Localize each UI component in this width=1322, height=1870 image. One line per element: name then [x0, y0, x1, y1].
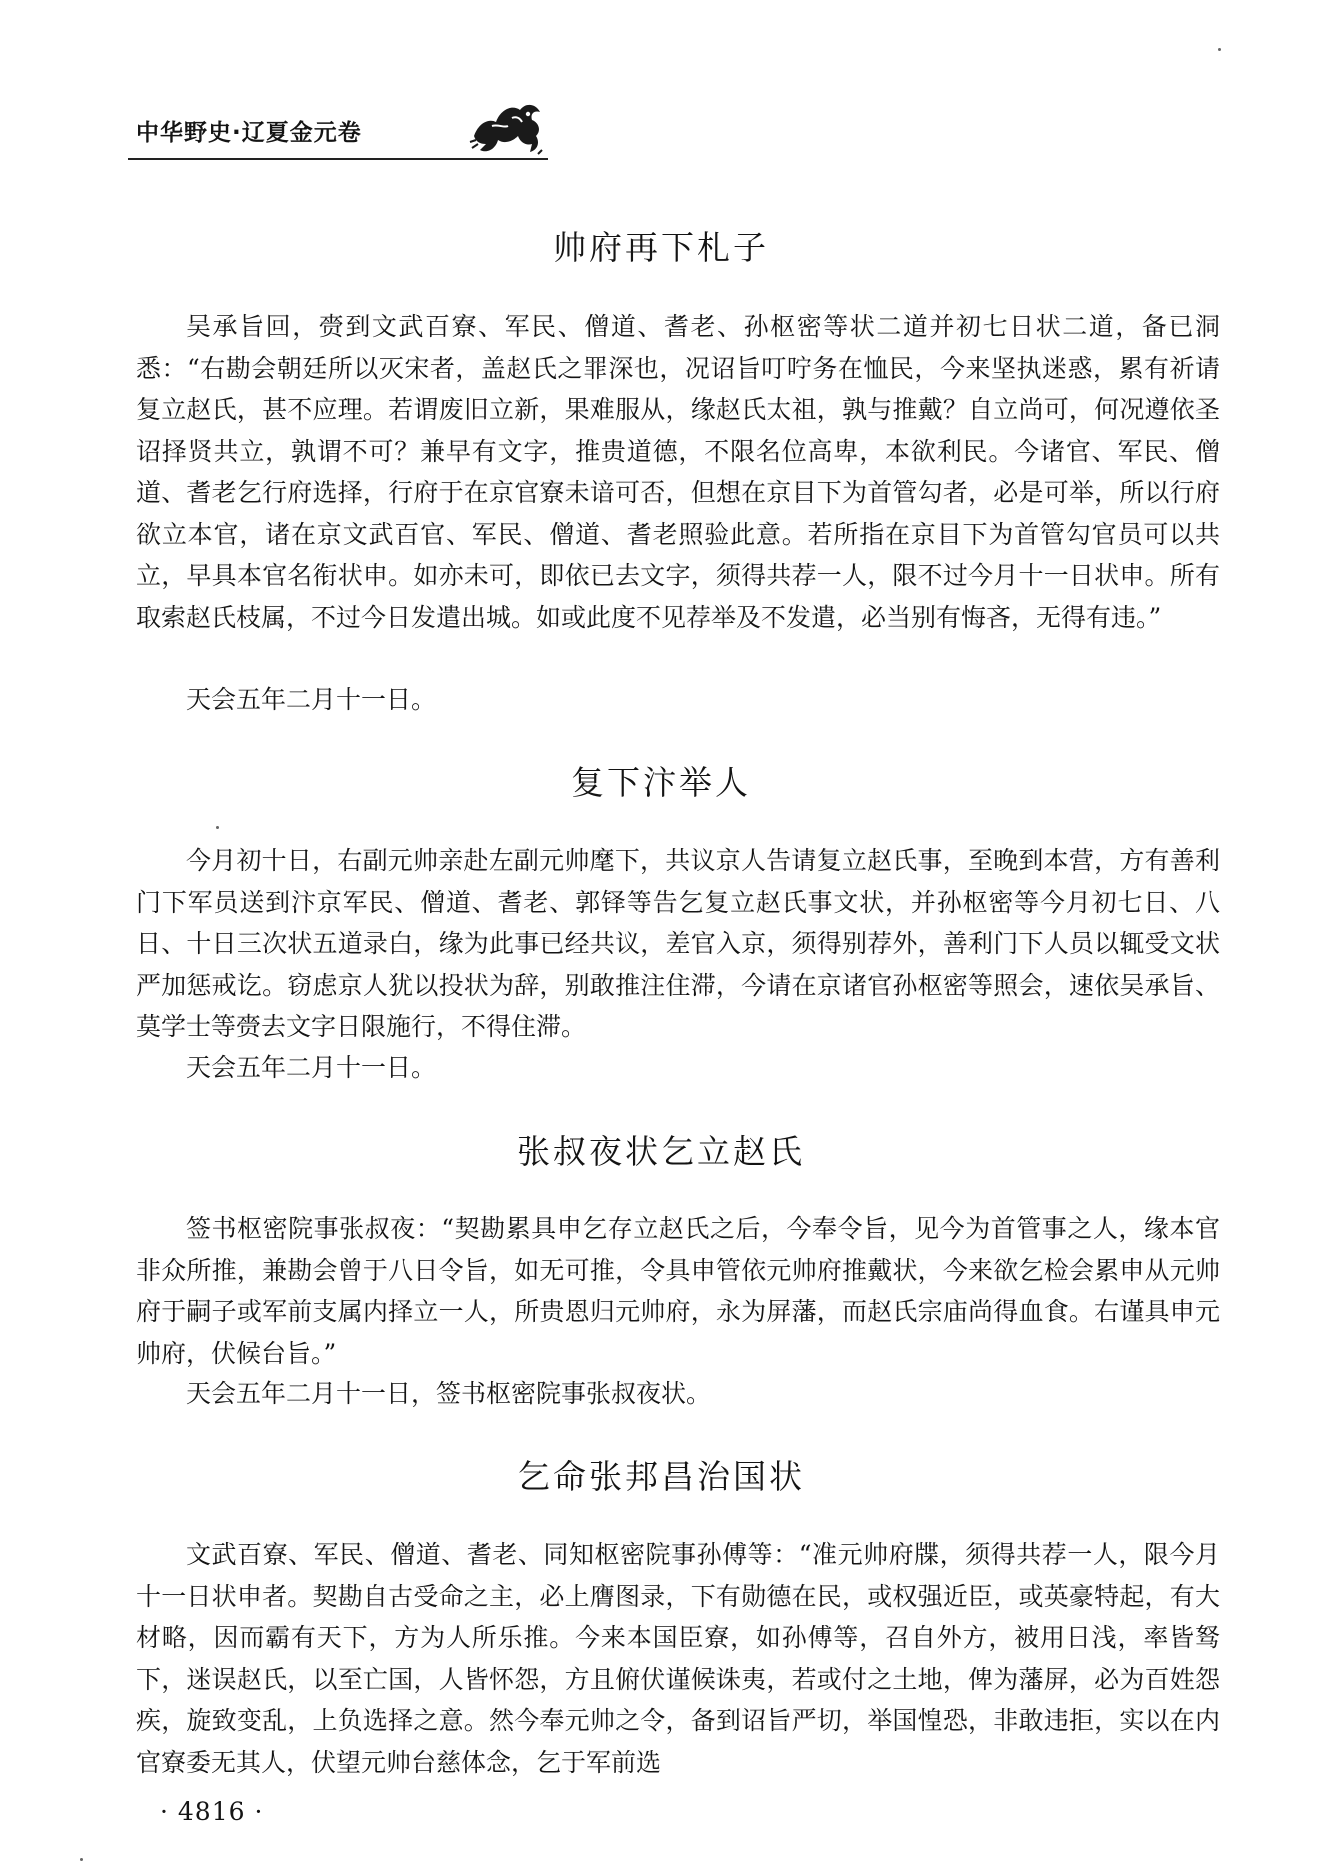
section-paragraph: 签书枢密院事张叔夜：“契勘累具申乞存立赵氏之后，今奉令旨，见今为首管事之人，缘本官非众所推，兼勘会曾于八日令旨，如无可推，令具申管依元帅府推戴状，今来欲乞检会累申从元帅府于嗣子或军前支属内择立一人，所贵恩归元帅府，永为屏藩，而赵氏宗庙尚得血食。右谨具申元帅府，伏候台旨。” [136, 1214, 1220, 1368]
book-title: 中华野史·辽夏金元卷 [136, 120, 362, 146]
section-title: 张叔夜状乞立赵氏 [517, 1132, 805, 1171]
section-title: 帅府再下札子 [553, 228, 769, 267]
scan-speck [216, 826, 219, 829]
section-date: 天会五年二月十一日，签书枢密院事张叔夜状。 [186, 1379, 712, 1408]
scan-speck [80, 1858, 83, 1861]
section-date: 天会五年二月十一日。 [186, 685, 437, 714]
section-paragraph: 吴承旨回，赍到文武百寮、军民、僧道、耆老、孙枢密等状二道并初七日状二道，备已洞悉：“右勘会朝廷所以灭宋者，盖赵氏之罪深也，况诏旨叮咛务在恤民，今来坚执迷惑，累有祈请复立赵氏，甚不应理。若谓废旧立新，果难服从，缘赵氏太祖，孰与推戴？自立尚可，何况遵依圣诏择贤共立，孰谓不可？兼早有文字，推贵道德，不限名位高卑，本欲利民。今诸官、军民、僧道、耆老乞行府选择，行府于在京官寮未谙可否，但想在京目下为首管勾者，必是可举，所以行府欲立本官，诸在京文武百官、军民、僧道、耆老照验此意。若所指在京目下为首管勾官员可以共立，早具本官名衔状申。如亦未可，即依已去文字，须得共荐一人，限不过今月十一日状申。所有取索赵氏枝属，不过今日发遣出城。如或此度不见荐举及不发遣，必当别有悔吝，无得有违。” [136, 312, 1220, 632]
dragon-emblem-icon [468, 96, 546, 158]
section-title: 乞命张邦昌治国状 [517, 1457, 805, 1496]
section-paragraph: 文武百寮、军民、僧道、耆老、同知枢密院事孙傅等：“准元帅府牒，须得共荐一人，限今月十一日状申者。契勘自古受命之主，必上膺图录，下有勋德在民，或权强近臣，或英豪特起，有大材略，因而霸有天下，方为人所乐推。今来本国臣寮，如孙傅等，召自外方，被用日浅，率皆驽下，迷误赵氏，以至亡国，人皆怀怨，方且俯伏谨候诛夷，若或付之土地，俾为藩屏，必为百姓怨疾，旋致变乱，上负选择之意。然今奉元帅之令，备到诏旨严切，举国惶恐，非敢违拒，实以在内官寮委无其人，伏望元帅台慈体念，乞于军前选 [136, 1540, 1220, 1777]
running-header [128, 92, 548, 162]
page-number: · 4816 · [160, 1797, 264, 1826]
header-rule [128, 158, 548, 160]
section-paragraph: 今月初十日，右副元帅亲赴左副元帅麾下，共议京人告请复立赵氏事，至晚到本营，方有善利门下军员送到汴京军民、僧道、耆老、郭铎等告乞复立赵氏事文状，并孙枢密等今月初七日、八日、十日三次状五道录白，缘为此事已经共议，差官入京，须得别荐外，善利门下人员以辄受文状严加惩戒讫。窃虑京人犹以投状为辞，别敢推注住滞，今请在京诸官孙枢密等照会，速依吴承旨、莫学士等赍去文字日限施行，不得住滞。 [136, 846, 1220, 1041]
section-title: 复下汴举人 [571, 763, 751, 802]
scan-speck [1218, 48, 1221, 51]
section-date: 天会五年二月十一日。 [186, 1053, 437, 1082]
